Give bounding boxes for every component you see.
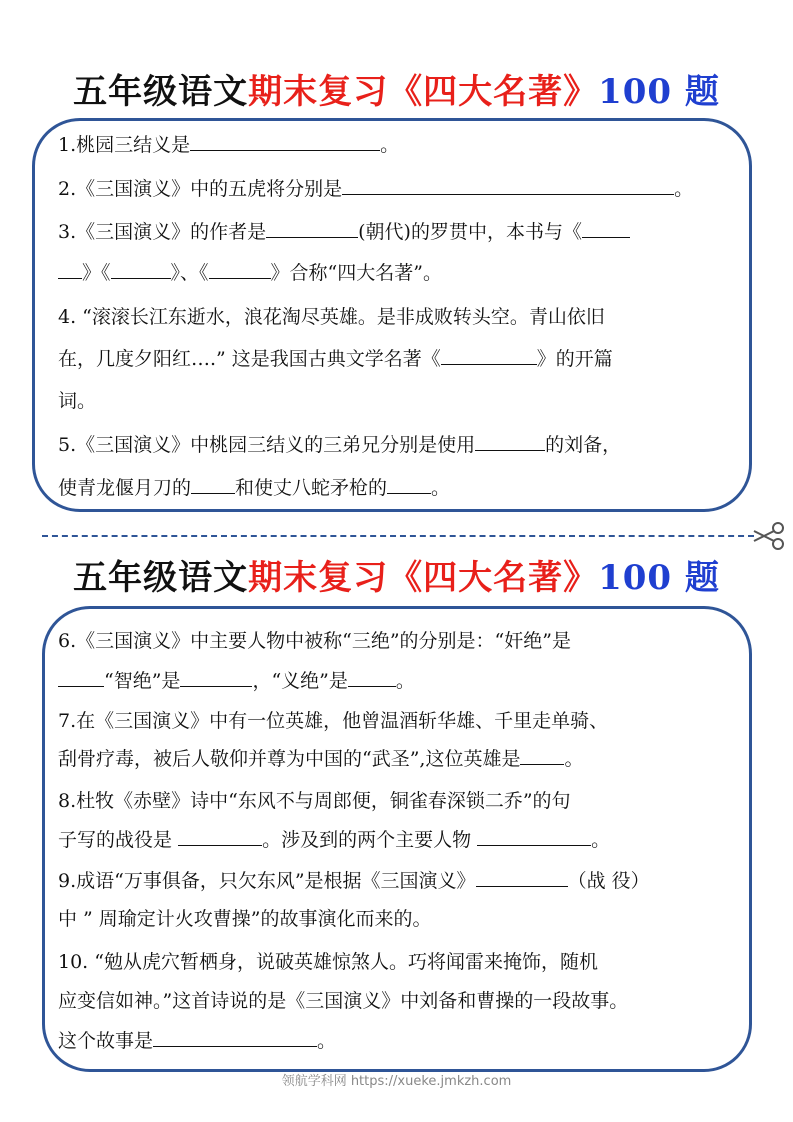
answer-blank[interactable] bbox=[58, 664, 104, 687]
title-count: 100 题 bbox=[598, 72, 720, 112]
question-6-cont: “智绝”是 ，“义绝”是 。 bbox=[58, 660, 415, 702]
answer-blank[interactable] bbox=[58, 256, 82, 279]
question-7: 7.在《三国演义》中有一位英雄，他曾温酒斩华雄、千里走单骑、 bbox=[58, 710, 609, 732]
answer-blank[interactable] bbox=[475, 428, 545, 451]
answer-blank[interactable] bbox=[180, 664, 252, 687]
question-4-end: 词。 bbox=[58, 390, 97, 412]
question-3: 3.《三国演义》的作者是 (朝代)的罗贯中，本书与《 bbox=[58, 211, 630, 253]
answer-blank[interactable] bbox=[178, 823, 262, 846]
question-4: 4. “滚滚长江东逝水，浪花淘尽英雄。是非成败转头空。青山依旧 bbox=[58, 306, 605, 328]
answer-blank[interactable] bbox=[153, 1024, 317, 1047]
answer-blank[interactable] bbox=[387, 471, 431, 494]
answer-blank[interactable] bbox=[476, 864, 568, 887]
answer-blank[interactable] bbox=[111, 256, 171, 279]
cut-line bbox=[42, 535, 754, 537]
title-grade: 五年级语文 bbox=[73, 558, 249, 598]
question-3-cont: 》《 》、《 》合称“四大名著”。 bbox=[58, 252, 442, 294]
answer-blank[interactable] bbox=[190, 128, 380, 151]
answer-blank[interactable] bbox=[191, 471, 235, 494]
question-7-cont: 刮骨疗毒，被后人敬仰并尊为中国的“武圣”,这位英雄是 。 bbox=[58, 738, 583, 780]
question-9-cont: 中 ” 周瑜定计火攻曹操”的故事演化而来的。 bbox=[58, 908, 432, 930]
answer-blank[interactable] bbox=[441, 342, 537, 365]
answer-blank[interactable] bbox=[582, 215, 630, 238]
question-2: 2.《三国演义》中的五虎将分别是 。 bbox=[58, 168, 693, 210]
page-title bbox=[0, 64, 793, 113]
question-10: 10. “勉从虎穴暂栖身，说破英雄惊煞人。巧将闻雷来掩饰，随机 bbox=[58, 951, 598, 973]
title-count: 100 题 bbox=[598, 558, 720, 598]
answer-blank[interactable] bbox=[342, 172, 674, 195]
title-review: 期末复习《四大名著》 bbox=[248, 558, 599, 598]
title-review: 期末复习《四大名著》 bbox=[248, 72, 599, 112]
scissors-icon bbox=[752, 521, 786, 551]
question-10-cont: 应变信如神。”这首诗说的是《三国演义》中刘备和曹操的一段故事。 bbox=[58, 990, 629, 1012]
answer-blank[interactable] bbox=[348, 664, 396, 687]
answer-blank[interactable] bbox=[477, 823, 591, 846]
question-1: 1.桃园三结义是 。 bbox=[58, 124, 399, 166]
question-10-end: 这个故事是 。 bbox=[58, 1020, 336, 1062]
answer-blank[interactable] bbox=[209, 256, 271, 279]
question-9: 9.成语“万事俱备，只欠东风”是根据《三国演义》 （战 役） bbox=[58, 860, 650, 902]
question-8: 8.杜牧《赤壁》诗中“东风不与周郎便，铜雀春深锁二乔”的句 bbox=[58, 790, 571, 812]
footer-watermark: 领航学科网 https://xueke.jmkzh.com bbox=[281, 1074, 512, 1089]
question-5-cont: 使青龙偃月刀的 和使丈八蛇矛枪的 。 bbox=[58, 467, 450, 509]
title-grade: 五年级语文 bbox=[73, 72, 249, 112]
question-5: 5.《三国演义》中桃园三结义的三弟兄分别是使用 的刘备， bbox=[58, 424, 621, 466]
answer-blank[interactable] bbox=[520, 742, 564, 765]
answer-blank[interactable] bbox=[266, 215, 358, 238]
question-8-cont: 子写的战役是 。涉及到的两个主要人物 。 bbox=[58, 819, 610, 861]
question-4-cont: 在，几度夕阳红….” 这是我国古典文学名著《 》的开篇 bbox=[58, 338, 613, 380]
question-6: 6.《三国演义》中主要人物中被称“三绝”的分别是：“奸绝”是 bbox=[58, 630, 571, 652]
page-title-2 bbox=[0, 550, 793, 599]
